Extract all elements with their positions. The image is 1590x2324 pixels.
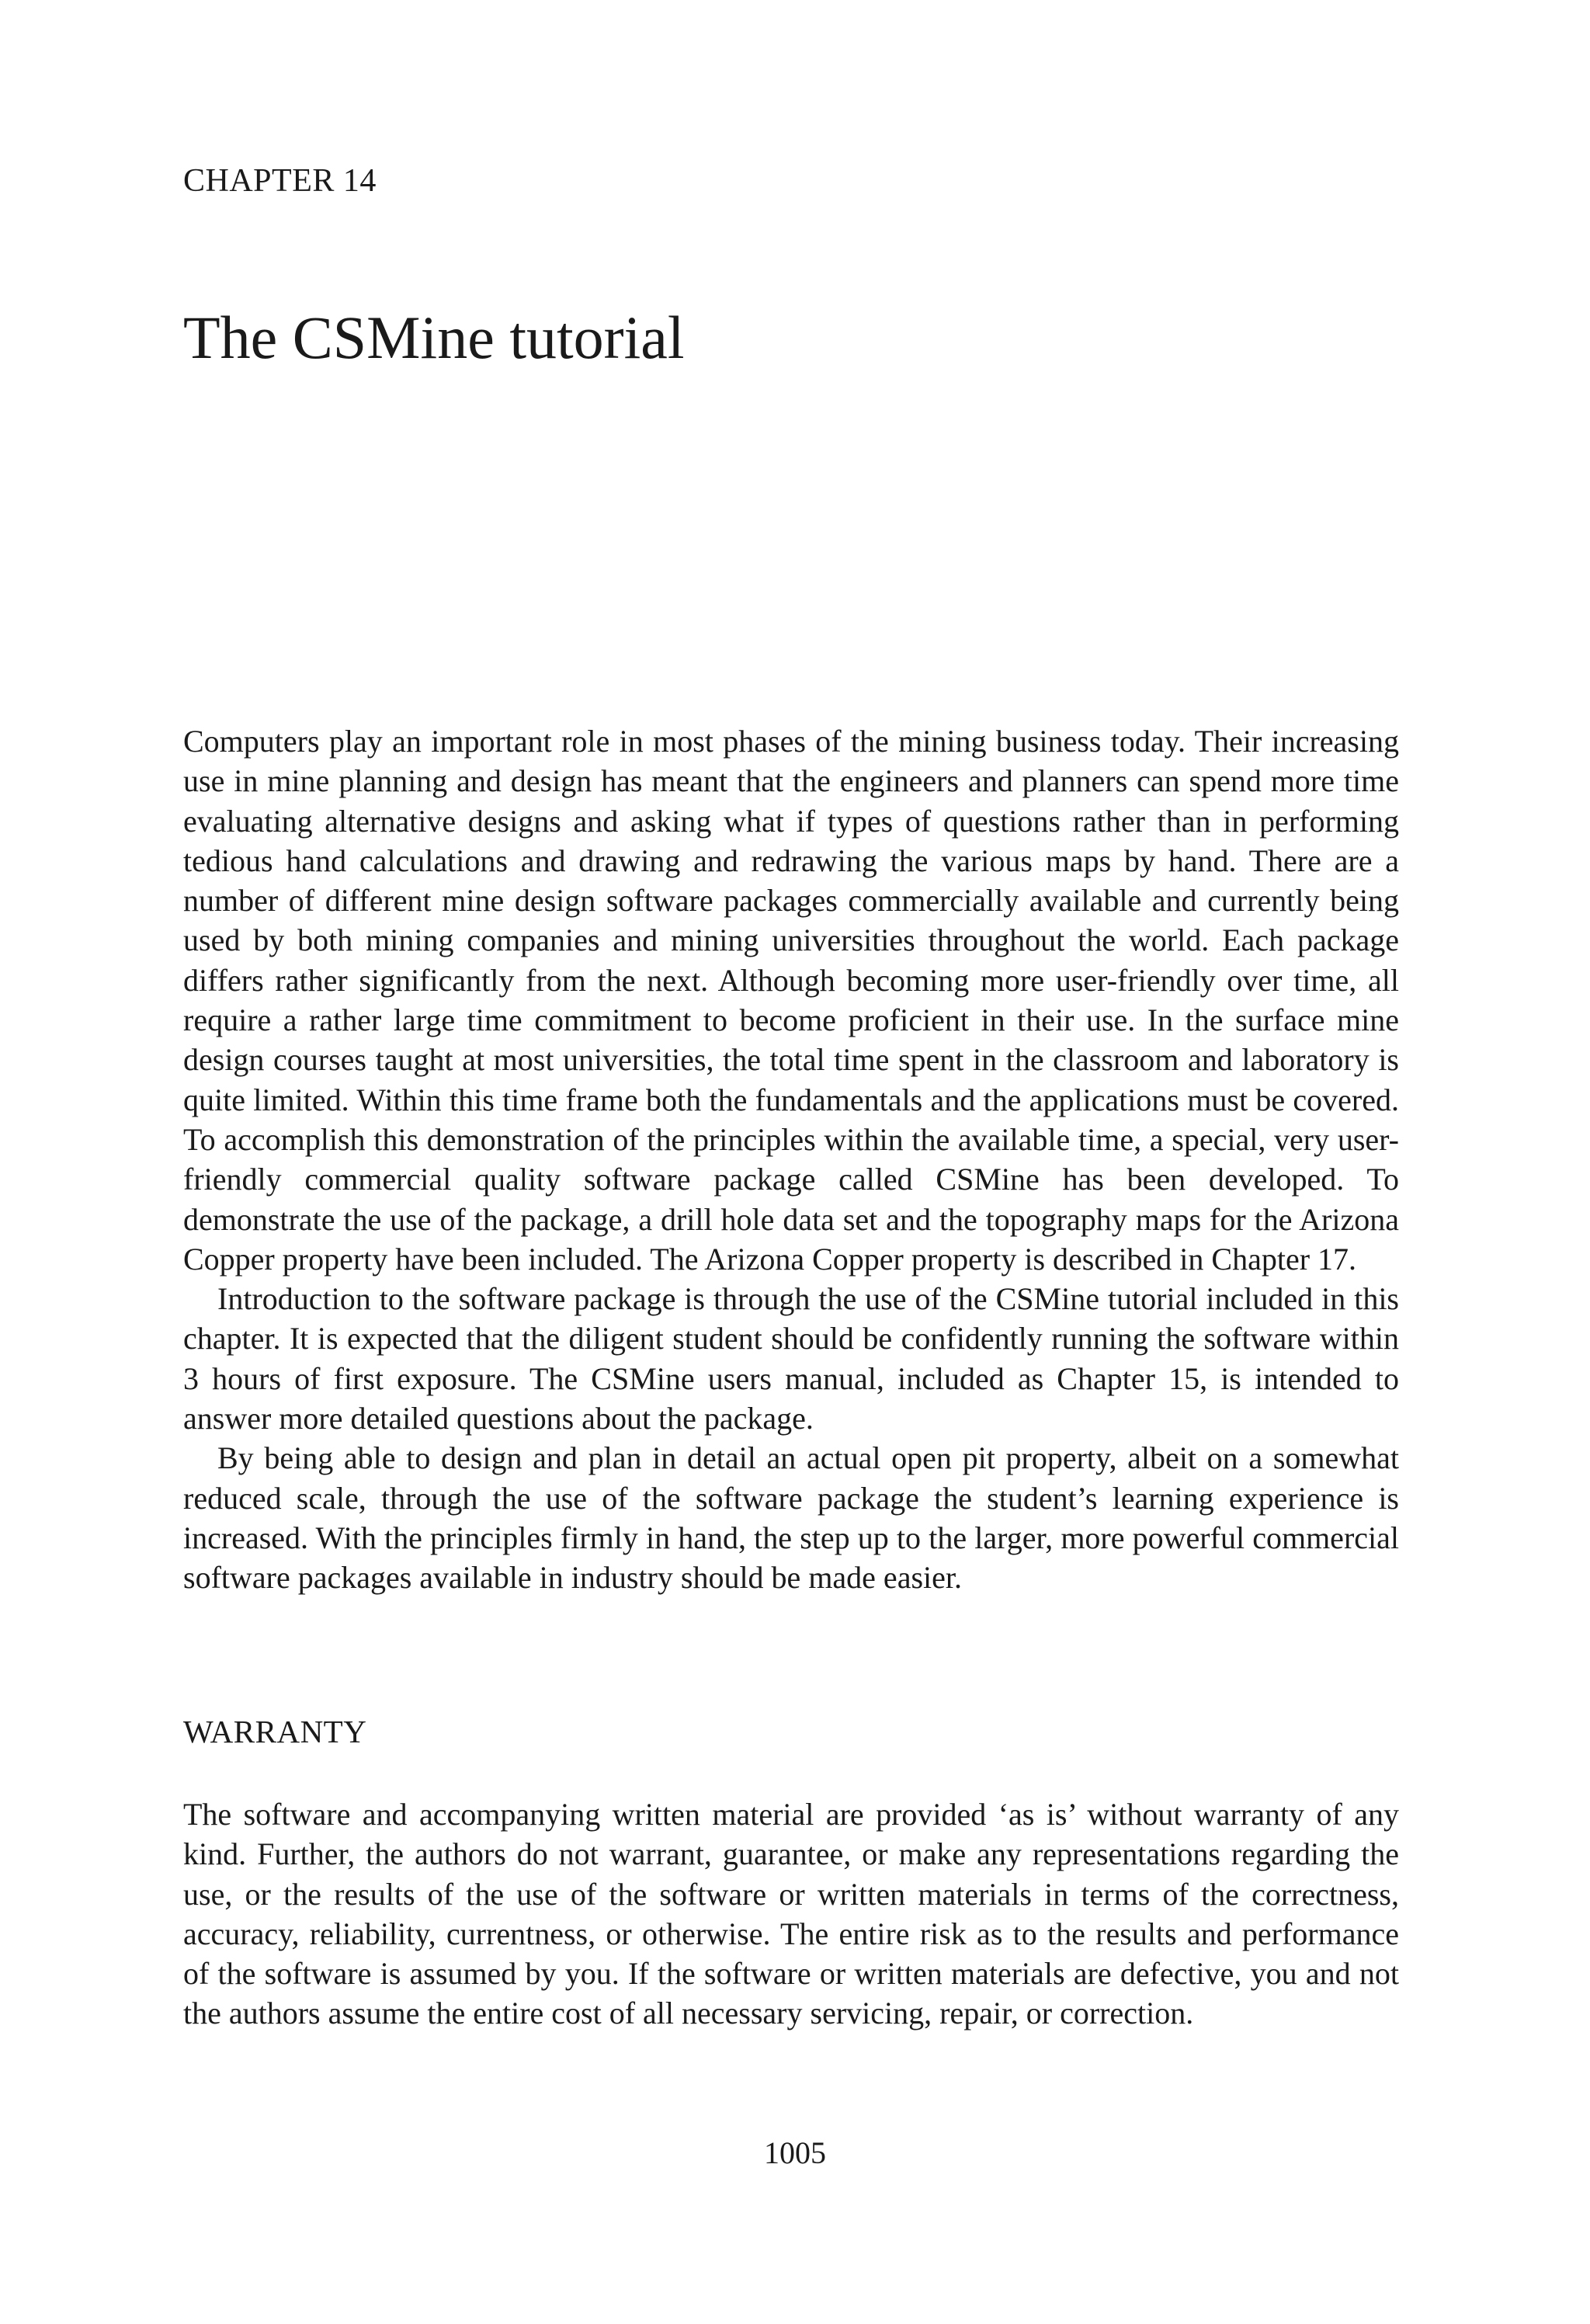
- warranty-text: [183, 1794, 1399, 2034]
- warranty-paragraph: The software and accompanying written material are provided ‘as is’ without warranty of any kind. Further, the authors do not warrant, guarantee, or make any representations regarding the use, or the results of the use of the software or written materials in terms of the correctness, accuracy, reliability, currentness, or otherwise. The entire risk as to the results and performance of the software is assumed by you. If the software or written materials are defective, you and not the authors assume the entire cost of all necessary servicing, repair, or correction.: [183, 1797, 1399, 2031]
- intro-text: [183, 721, 1399, 1598]
- intro-paragraph-3: By being able to design and plan in detail an actual open pit property, albeit on a somewhat reduced scale, through the use of the software package the student’s learning experience is increased. With the principles firmly in hand, the step up to the larger, more powerful commercial software packages available in industry should be made easier.: [183, 1440, 1399, 1596]
- warranty-heading: WARRANTY: [183, 1714, 367, 1749]
- intro-paragraph-1: Computers play an important role in most phases of the mining business today. Their increasing use in mine planning and design has meant that the engineers and planners can spend more time evaluating alternative designs and asking what if types of questions rather than in performing tedious hand calculations and drawing and redrawing the various maps by hand. There are a number of different mine design software packages commercially available and currently being used by both mining companies and mining universities throughout the world. Each package differs rather significantly from the next. Although becoming more user-friendly over time, all require a rather large time commitment to become proficient in their use. In the surface mine design courses taught at most universities, the total time spent in the classroom and laboratory is quite limited. Within this time frame both the fundamentals and the applications must be covered. To accomplish this demonstration of the principles within the available time, a special, very user-friendly commercial quality software package called CSMine has been developed. To demonstrate the use of the package, a drill hole data set and the topography maps for the Arizona Copper property have been included. The Arizona Copper property is described in Chapter 17.: [183, 724, 1399, 1277]
- intro-paragraph-2: Introduction to the software package is through the use of the CSMine tutorial included in this chapter. It is expected that the diligent student should be confidently running the software within 3 hours of first exposure. The CSMine users manual, included as Chapter 15, is intended to answer more detailed questions about the package.: [183, 1281, 1399, 1436]
- chapter-label: CHAPTER 14: [183, 163, 377, 199]
- page-number: 1005: [764, 2135, 826, 2170]
- chapter-title: The CSMine tutorial: [183, 304, 685, 371]
